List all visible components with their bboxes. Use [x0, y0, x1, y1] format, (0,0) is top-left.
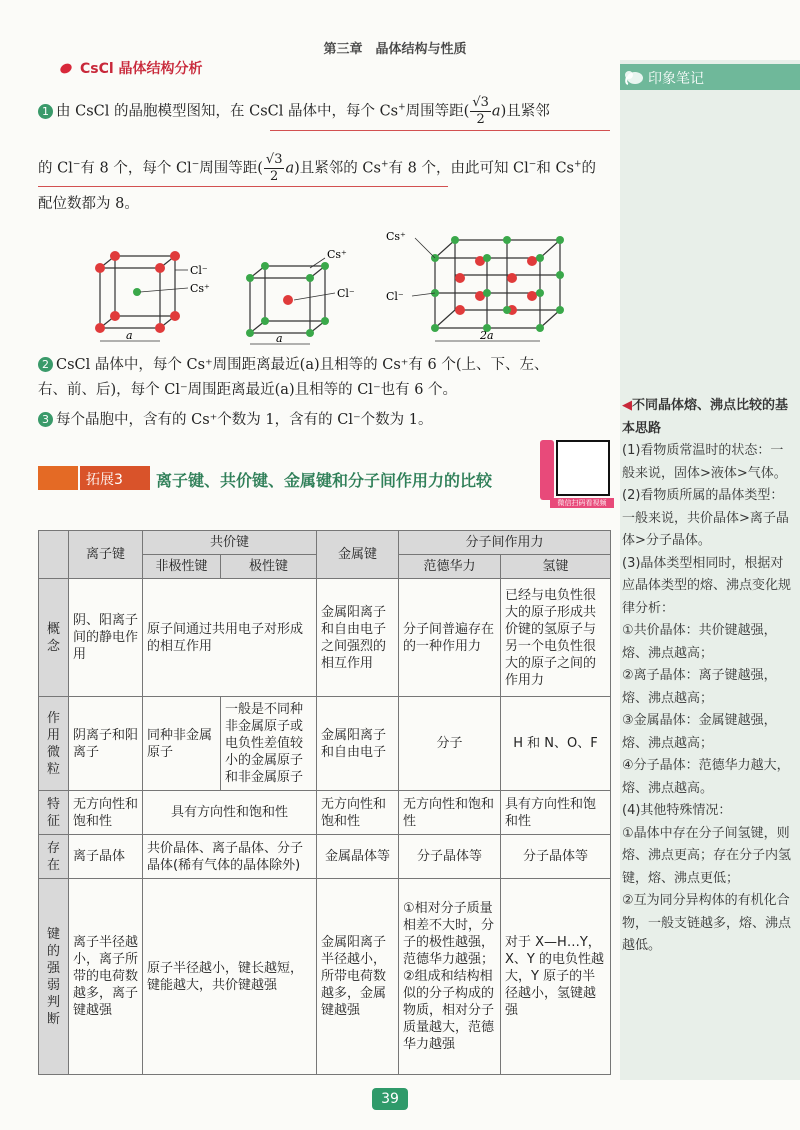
- notes-item: ②离子晶体：离子键越强，熔、沸点越高；: [622, 668, 777, 706]
- notes-item: (4)其他特殊情况：: [622, 803, 732, 818]
- table-row: 键的强弱判断 离子半径越小，离子所带的电荷数越多，离子键越强 原子半径越小，键长越短，键能越大，共价键越强 金属阳离子半径越小，所带电荷数越多，金属键越强 ①相对分子质量相差不大时，分子的极性越强，范德华力越强；②组成和结构相似的分子构成的物质，相对分子质量越大，范德华力越强 对于 X—H…Y，X、Y 的电负性越大，Y 原子的半径越小，氢键越强: [39, 879, 611, 1075]
- qr-code[interactable]: [540, 440, 610, 510]
- col-hbond: 氢键: [501, 555, 611, 579]
- banner-tag: 拓展3: [86, 472, 123, 488]
- chapter-header: 第三章 晶体结构与性质: [323, 42, 467, 57]
- notes-item: ①晶体中存在分子间氢键，则熔、沸点更高；存在分子内氢键，熔、沸点更低；: [622, 825, 792, 886]
- cscl-crystal-figure: [60, 228, 580, 348]
- table-row: 特征 无方向性和饱和性 具有方向性和饱和性 无方向性和饱和性 无方向性和饱和性 具有方向性和饱和性: [39, 791, 611, 835]
- qr-label: 微信扫码看视频: [550, 498, 614, 508]
- notes-item: (3)晶体类型相同时，根据对应晶体类型的熔、沸点变化规律分析：: [622, 555, 792, 616]
- paragraph-1-line-2: 的 Cl−有 8 个，每个 Cl−周围等距( $\frac{√3}{2}$ a)且紧邻的 Cs+有 8 个，由此可知 Cl−和 Cs+的: [38, 152, 597, 184]
- label-cs-3: Cs⁺: [386, 230, 406, 243]
- label-cl-3: Cl⁻: [386, 290, 404, 303]
- number-badge: 1: [38, 104, 53, 119]
- table-row: 概念 阴、阳离子间的静电作用 原子间通过共用电子对形成的相互作用 金属阳离子和自由电子之间强烈的相互作用 分子间普遍存在的一种作用力 已经与电负性很大的原子形成共价键的氢原子与另一个电负性很大的原子之间的作用力: [39, 579, 611, 697]
- section-title: CsCl 晶体结构分析: [60, 58, 203, 78]
- fraction: $\frac{√3}{2}$: [265, 152, 283, 184]
- label-2a: 2a: [480, 329, 494, 342]
- table-corner: [39, 531, 69, 579]
- notes-item: (2)看物质所属的晶体类型：一般来说，共价晶体>离子晶体>分子晶体。: [622, 488, 789, 548]
- col-vdw: 范德华力: [399, 555, 501, 579]
- label-a-2: a: [276, 332, 283, 345]
- label-cl: Cl⁻: [190, 264, 208, 277]
- notes-header: [620, 64, 800, 90]
- number-badge: 3: [38, 412, 53, 427]
- table-row: 作用微粒 阴离子和阳离子 同种非金属原子 一般是不同种非金属原子或电负性差值较小的金属原子和非金属原子 金属阳离子和自由电子 分子 H 和 N、O、F: [39, 697, 611, 791]
- label-cs: Cs⁺: [190, 282, 210, 295]
- bond-comparison-table: [38, 530, 611, 1075]
- video-tag: [540, 440, 554, 500]
- col-nonpolar: 非极性键: [143, 555, 221, 579]
- notes-header-title: 印象笔记: [648, 71, 704, 87]
- page-number: 39: [372, 1088, 408, 1110]
- table-row: 存在 离子晶体 共价晶体、离子晶体、分子晶体(稀有气体的晶体除外) 金属晶体等 分子晶体等 分子晶体等: [39, 835, 611, 879]
- qr-icon: [556, 440, 610, 496]
- col-covalent: 共价键: [143, 531, 317, 555]
- label-cl-2: Cl⁻: [337, 287, 355, 300]
- elephant-icon: [624, 67, 646, 87]
- notes-item: ①共价晶体：共价键越强，熔、沸点越高；: [622, 623, 777, 661]
- paragraph-1-line-3: 配位数都为 8。: [38, 196, 139, 212]
- col-ionic: 离子键: [69, 531, 143, 579]
- paragraph-2-line-1: 2 CsCl 晶体中，每个 Cs⁺周围距离最近(a)且相等的 Cs⁺有 6 个(上、下、左、: [38, 355, 618, 375]
- banner-title: 离子键、共价键、金属键和分子间作用力的比较: [156, 471, 493, 490]
- notes-item: ②互为同分异构体的有机化合物，一般支链越多，熔、沸点越低。: [622, 893, 792, 953]
- notes-title: ◀不同晶体熔、沸点比较的基本思路: [622, 398, 789, 436]
- paragraph-3: 3 每个晶胞中，含有的 Cs⁺个数为 1，含有的 Cl⁻个数为 1。: [38, 410, 618, 430]
- underline: [38, 186, 448, 187]
- paragraph-2-line-2: 右、前、后)，每个 Cl⁻周围距离最近(a)且相等的 Cl⁻也有 6 个。: [38, 382, 458, 398]
- number-badge: 2: [38, 357, 53, 372]
- notes-content: [622, 395, 794, 958]
- banner-accent: [38, 466, 78, 490]
- notes-item: (1)看物质常温时的状态：一般来说，固体>液体>气体。: [622, 443, 787, 481]
- leaf-icon: [59, 62, 74, 76]
- extension-banner: [38, 466, 538, 490]
- label-a: a: [126, 329, 133, 342]
- fraction: $\frac{√3}{2}$: [472, 95, 489, 127]
- col-metallic: 金属键: [317, 531, 399, 579]
- paragraph-1-line-1: 1 由 CsCl 的晶胞模型图知，在 CsCl 晶体中，每个 Cs+周围等距( $\frac{√3}{2}$ a)且紧邻: [38, 95, 618, 128]
- label-cs-2: Cs⁺: [327, 248, 347, 261]
- notes-item: ④分子晶体：范德华力越大，熔、沸点越高。: [622, 758, 790, 796]
- underline: [270, 130, 610, 131]
- col-polar: 极性键: [221, 555, 317, 579]
- notes-item: ③金属晶体：金属键越强，熔、沸点越高；: [622, 713, 777, 751]
- col-intermolecular: 分子间作用力: [399, 531, 611, 555]
